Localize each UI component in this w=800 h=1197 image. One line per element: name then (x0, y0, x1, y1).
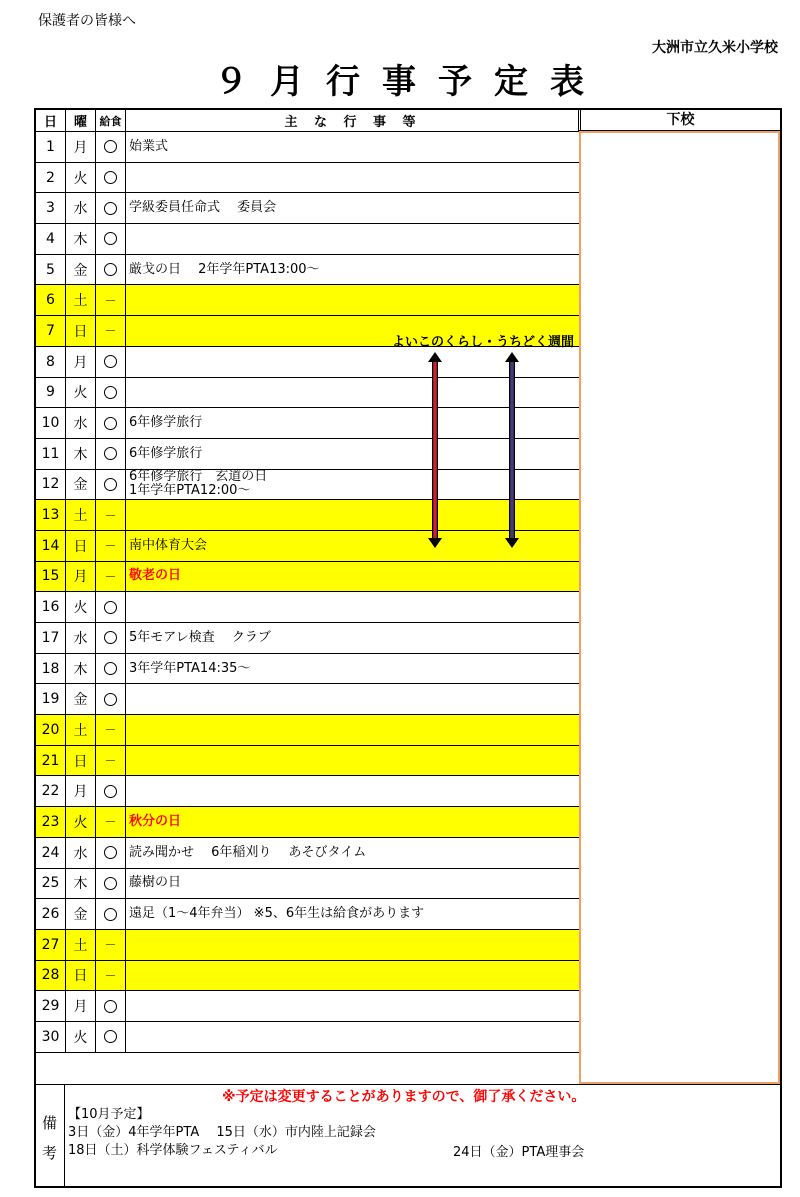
lunch-circle-icon (96, 224, 126, 255)
event-text: 藤樹の日 (129, 875, 182, 891)
day-number: 5 (36, 254, 66, 285)
header-gekou: 下校 (578, 109, 782, 131)
day-number: 8 (36, 346, 66, 377)
lunch-circle-icon (96, 254, 126, 285)
event-cell (126, 807, 581, 838)
table-row (36, 469, 581, 500)
circle-icon (104, 202, 117, 215)
event-text: 6年修学旅行 玄道の日 (129, 469, 268, 485)
remarks-line-3: 18日（土）科学体験フェスティバル (68, 1143, 278, 1158)
circle-icon (104, 417, 117, 430)
weekday: 火 (66, 592, 96, 623)
day-number: 22 (36, 776, 66, 807)
dash-icon: － (104, 968, 117, 983)
table-row (36, 807, 581, 838)
day-number: 11 (36, 438, 66, 469)
day-number: 10 (36, 408, 66, 439)
day-number: 3 (36, 193, 66, 224)
event-cell (126, 285, 581, 316)
event-cell (126, 960, 581, 991)
circle-icon (104, 171, 117, 184)
dash-icon: － (104, 508, 117, 523)
lunch-dash-icon (96, 500, 126, 531)
dash-icon: － (104, 938, 117, 953)
lunch-dash-icon (96, 807, 126, 838)
event-cell (126, 684, 581, 715)
event-cell (126, 745, 581, 776)
circle-icon (104, 140, 117, 153)
event-text: 6年修学旅行 (129, 445, 203, 461)
day-number: 7 (36, 316, 66, 347)
table-row (36, 132, 581, 163)
gekou-column (579, 131, 780, 1084)
circle-icon (104, 355, 117, 368)
event-cell (126, 193, 581, 224)
school-name: 大洲市立久米小学校 (652, 40, 778, 56)
lunch-circle-icon (96, 132, 126, 163)
day-number: 27 (36, 929, 66, 960)
circle-icon (104, 877, 117, 890)
weekday: 金 (66, 469, 96, 500)
lunch-circle-icon (96, 438, 126, 469)
greeting: 保護者の皆様へ (38, 13, 136, 29)
day-number: 24 (36, 837, 66, 868)
circle-icon (104, 693, 117, 706)
event-cell (126, 623, 581, 654)
weekday: 金 (66, 684, 96, 715)
circle-icon (104, 631, 117, 644)
lunch-dash-icon (96, 929, 126, 960)
event-cell (126, 254, 581, 285)
table-row (36, 561, 581, 592)
day-number: 12 (36, 469, 66, 500)
dash-icon: － (104, 723, 117, 738)
lunch-circle-icon (96, 1021, 126, 1052)
event-cell (126, 592, 581, 623)
event-cell (126, 224, 581, 255)
event-text: 3年学年PTA14:35～ (129, 660, 251, 676)
event-text: 6年修学旅行 (129, 415, 203, 431)
day-number: 30 (36, 1021, 66, 1052)
weekday: 月 (66, 132, 96, 163)
table-row (36, 377, 581, 408)
weekday: 土 (66, 929, 96, 960)
lunch-circle-icon (96, 193, 126, 224)
lunch-circle-icon (96, 868, 126, 899)
event-cell (126, 1021, 581, 1052)
weekday: 月 (66, 776, 96, 807)
day-number: 18 (36, 653, 66, 684)
day-number: 23 (36, 807, 66, 838)
lunch-dash-icon (96, 316, 126, 347)
event-cell (126, 929, 581, 960)
circle-icon (104, 785, 117, 798)
weekday: 水 (66, 193, 96, 224)
dash-icon: － (104, 293, 117, 308)
lunch-circle-icon (96, 776, 126, 807)
table-row (36, 715, 581, 746)
circle-icon (104, 908, 117, 921)
weekday: 金 (66, 899, 96, 930)
table-row (36, 438, 581, 469)
weekday: 水 (66, 837, 96, 868)
event-text: 読み聞かせ 6年稲刈り あそびタイム (129, 844, 367, 860)
circle-icon (104, 846, 117, 859)
event-cell (126, 162, 581, 193)
event-cell (126, 715, 581, 746)
lunch-circle-icon (96, 837, 126, 868)
weekday: 月 (66, 561, 96, 592)
weekday: 金 (66, 254, 96, 285)
event-text: 学級委員任命式 委員会 (129, 200, 277, 216)
lunch-circle-icon (96, 623, 126, 654)
table-row (36, 776, 581, 807)
day-number: 21 (36, 745, 66, 776)
weekday: 木 (66, 438, 96, 469)
remarks-line-1: 【10月予定】 (68, 1107, 150, 1122)
weekday: 月 (66, 346, 96, 377)
table-row (36, 162, 581, 193)
dash-icon: － (104, 815, 117, 830)
arrow-red (425, 352, 445, 548)
lunch-circle-icon (96, 991, 126, 1022)
day-number: 13 (36, 500, 66, 531)
circle-icon (104, 386, 117, 399)
lunch-dash-icon (96, 285, 126, 316)
event-text: 敬老の日 (129, 568, 182, 584)
weekday: 土 (66, 500, 96, 531)
table-row (36, 960, 581, 991)
weekday: 土 (66, 285, 96, 316)
event-cell (126, 561, 581, 592)
lunch-circle-icon (96, 684, 126, 715)
weekday: 水 (66, 623, 96, 654)
circle-icon (104, 601, 117, 614)
table-row (36, 899, 581, 930)
dash-icon: － (104, 569, 117, 584)
day-number: 16 (36, 592, 66, 623)
notice-text: ※予定は変更することがありますので、御了承ください。 (222, 1089, 586, 1105)
day-number: 17 (36, 623, 66, 654)
weekday: 土 (66, 715, 96, 746)
weekday: 木 (66, 653, 96, 684)
table-row (36, 1021, 581, 1052)
weekday: 日 (66, 530, 96, 561)
event-cell (126, 776, 581, 807)
weekday: 日 (66, 745, 96, 776)
day-number: 15 (36, 561, 66, 592)
event-text: 遠足（1～4年弁当） ※5、6年生は給食があります (129, 906, 425, 922)
lunch-circle-icon (96, 469, 126, 500)
table-row (36, 193, 581, 224)
day-number: 4 (36, 224, 66, 255)
event-cell (126, 132, 581, 163)
weekday: 火 (66, 377, 96, 408)
table-row (36, 254, 581, 285)
event-text: 南中体育大会 (129, 537, 208, 553)
event-cell (126, 653, 581, 684)
day-number: 9 (36, 377, 66, 408)
circle-icon (104, 1000, 117, 1013)
weekday: 火 (66, 1021, 96, 1052)
weekday: 木 (66, 224, 96, 255)
circle-icon (104, 447, 117, 460)
weekday: 日 (66, 316, 96, 347)
lunch-circle-icon (96, 162, 126, 193)
circle-icon (104, 232, 117, 245)
page-title: ９月行事予定表 (214, 62, 606, 102)
table-row (36, 653, 581, 684)
lunch-circle-icon (96, 899, 126, 930)
lunch-circle-icon (96, 592, 126, 623)
table-row (36, 623, 581, 654)
weekday: 月 (66, 991, 96, 1022)
circle-icon (104, 263, 117, 276)
lunch-circle-icon (96, 377, 126, 408)
event-text: 5年モアレ検査 クラブ (129, 629, 271, 645)
day-number: 19 (36, 684, 66, 715)
table-row (36, 408, 581, 439)
day-number: 29 (36, 991, 66, 1022)
remarks-line-2: 3日（金）4年学年PTA 15日（水）市内陸上記録会 (68, 1125, 376, 1140)
event-cell (126, 899, 581, 930)
circle-icon (104, 478, 117, 491)
weekday: 水 (66, 408, 96, 439)
event-text-2: 1年学年PTA12:00～ (129, 483, 251, 499)
dash-icon: － (104, 324, 117, 339)
lunch-dash-icon (96, 960, 126, 991)
table-row (36, 224, 581, 255)
lunch-circle-icon (96, 346, 126, 377)
table-row (36, 745, 581, 776)
table-row (36, 929, 581, 960)
day-number: 2 (36, 162, 66, 193)
lunch-dash-icon (96, 745, 126, 776)
weekday: 火 (66, 162, 96, 193)
event-cell (126, 837, 581, 868)
weekday: 日 (66, 960, 96, 991)
event-text: 始業式 (129, 138, 169, 154)
table-row (36, 285, 581, 316)
lunch-circle-icon (96, 408, 126, 439)
day-number: 28 (36, 960, 66, 991)
circle-icon (104, 1030, 117, 1043)
day-number: 6 (36, 285, 66, 316)
lunch-dash-icon (96, 715, 126, 746)
table-row (36, 530, 581, 561)
remarks-line-4: 24日（金）PTA理事会 (453, 1145, 585, 1160)
table-row (36, 346, 581, 377)
header-weekday: 曜 (66, 110, 96, 132)
day-number: 26 (36, 899, 66, 930)
header-lunch: 給食 (96, 110, 126, 132)
header-day: 日 (36, 110, 66, 132)
schedule-table (35, 109, 581, 1053)
remarks-label: 備 考 (35, 1085, 65, 1188)
arrow-purple (502, 352, 522, 548)
lunch-dash-icon (96, 561, 126, 592)
day-number: 25 (36, 868, 66, 899)
circle-icon (104, 662, 117, 675)
table-row (36, 684, 581, 715)
lunch-circle-icon (96, 653, 126, 684)
weekday: 火 (66, 807, 96, 838)
event-text: 秋分の日 (129, 813, 182, 829)
table-row (36, 991, 581, 1022)
event-text: 厳戈の日 2年学年PTA13:00～ (129, 261, 320, 277)
table-row (36, 592, 581, 623)
table-row (36, 837, 581, 868)
day-number: 1 (36, 132, 66, 163)
event-cell (126, 991, 581, 1022)
header-events: 主 な 行 事 等 (126, 110, 581, 132)
lunch-dash-icon (96, 530, 126, 561)
week-label: よいこのくらし・うちどく週間 (392, 335, 575, 350)
table-row (36, 868, 581, 899)
dash-icon: － (104, 754, 117, 769)
day-number: 20 (36, 715, 66, 746)
day-number: 14 (36, 530, 66, 561)
dash-icon: － (104, 539, 117, 554)
event-cell (126, 868, 581, 899)
table-row (36, 500, 581, 531)
weekday: 木 (66, 868, 96, 899)
